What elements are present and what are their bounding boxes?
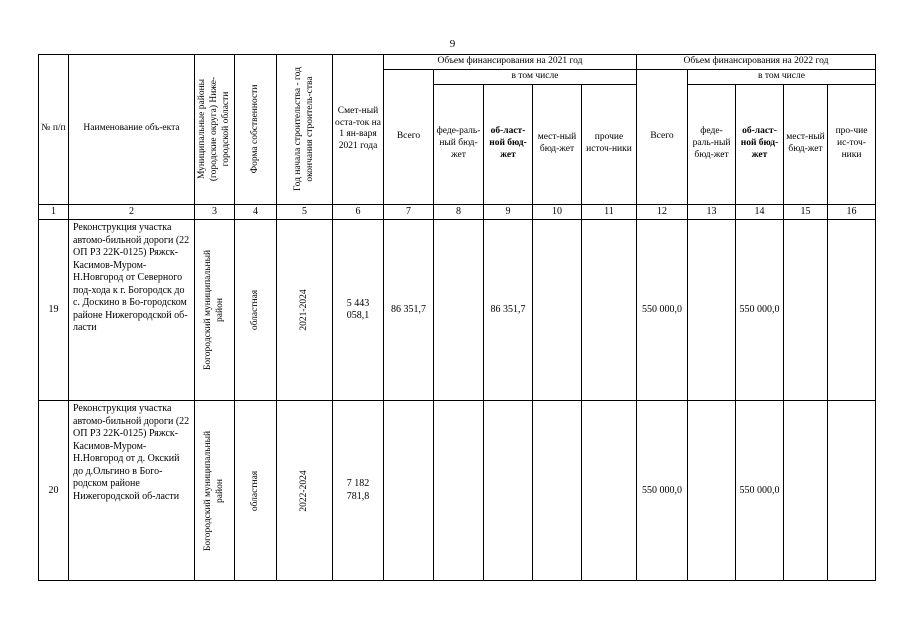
- district-cell: [195, 401, 235, 581]
- page-number: 9: [449, 38, 456, 50]
- other-2022-value: [828, 401, 876, 581]
- local-2022-value: [784, 220, 828, 401]
- other-2021-value: [582, 401, 637, 581]
- row-num: 20: [39, 401, 69, 581]
- ownership-text: областная: [249, 290, 260, 331]
- index-cell: 3: [195, 204, 235, 220]
- index-cell: 8: [434, 204, 484, 220]
- index-cell: 4: [235, 204, 277, 220]
- header-regional-2022: об-ласт-ной бюд-жет: [736, 84, 784, 204]
- header-fin-2022: Объем финансирования на 2022 год: [637, 55, 876, 70]
- regional-2022-value: 550 000,0: [736, 401, 784, 581]
- index-cell: 1: [39, 204, 69, 220]
- ownership-cell: [235, 220, 277, 401]
- header-num: № п/п: [39, 55, 69, 205]
- header-federal-2022: феде-раль-ный бюд-жет: [688, 84, 736, 204]
- federal-2022-value: [688, 401, 736, 581]
- total-2022-value: 550 000,0: [637, 401, 688, 581]
- financing-table: [38, 54, 876, 581]
- index-cell: 9: [484, 204, 533, 220]
- local-2021-value: [533, 401, 582, 581]
- header-total-2021: Всего: [384, 69, 434, 204]
- years-cell: [277, 220, 333, 401]
- district-text: Богородский муниципальный район: [202, 250, 225, 371]
- header-total-2022: Всего: [637, 69, 688, 204]
- federal-2021-value: [434, 220, 484, 401]
- index-cell: 10: [533, 204, 582, 220]
- remainder-value: 5 443 058,1: [333, 220, 384, 401]
- object-name: Реконструкция участка автомо-бильной дороги (22 ОП РЗ 22К-0125) Ряжск-Касимов-Муром-Н.Новгород от Северного под-хода к г. Богородск до с. Доскино в Бо-городском районе Нижегородской об-ласти: [69, 220, 195, 401]
- index-cell: 11: [582, 204, 637, 220]
- district-cell: [195, 220, 235, 401]
- index-cell: 6: [333, 204, 384, 220]
- total-2021-value: [384, 401, 434, 581]
- regional-2021-value: 86 351,7: [484, 220, 533, 401]
- remainder-value: 7 182 781,8: [333, 401, 384, 581]
- header-fin-2021: Объем финансирования на 2021 год: [384, 55, 637, 70]
- object-name: Реконструкция участка автомо-бильной дороги (22 ОП РЗ 22К-0125) Ряжск-Касимов-Муром-Н.Новгород от д. Окский до д.Ольгино в Бого-родском районе Нижегородской об-ласти: [69, 401, 195, 581]
- header-object-name: Наименование объ-екта: [69, 55, 195, 205]
- header-incl-2022: в том числе: [688, 69, 876, 84]
- ownership-text: областная: [249, 470, 260, 511]
- district-text: Богородский муниципальный район: [202, 430, 225, 551]
- header-local-2022: мест-ный бюд-жет: [784, 84, 828, 204]
- index-cell: 13: [688, 204, 736, 220]
- header-local-2021: мест-ный бюд-жет: [533, 84, 582, 204]
- table-row: [39, 401, 876, 581]
- years-text: 2021-2024: [298, 289, 309, 331]
- row-num: 19: [39, 220, 69, 401]
- index-cell: 2: [69, 204, 195, 220]
- header-years-text: Год начала строительства - год окончания строитель-ства: [292, 67, 315, 192]
- index-cell: 15: [784, 204, 828, 220]
- local-2022-value: [784, 401, 828, 581]
- header-districts-text: Муниципальные районы (городские округа) Ниже-городской области: [196, 77, 231, 182]
- ownership-cell: [235, 401, 277, 581]
- header-other-2022: про-чие ис-точ-ники: [828, 84, 876, 204]
- other-2022-value: [828, 220, 876, 401]
- header-districts: [195, 55, 235, 205]
- header-incl-2021: в том числе: [434, 69, 637, 84]
- federal-2022-value: [688, 220, 736, 401]
- header-ownership-text: Форма собственности: [249, 84, 260, 174]
- header-federal-2021: феде-раль-ный бюд-жет: [434, 84, 484, 204]
- header-ownership: [235, 55, 277, 205]
- total-2021-value: 86 351,7: [384, 220, 434, 401]
- index-cell: 5: [277, 204, 333, 220]
- header-other-2021: прочие источ-ники: [582, 84, 637, 204]
- index-cell: 12: [637, 204, 688, 220]
- federal-2021-value: [434, 401, 484, 581]
- index-cell: 14: [736, 204, 784, 220]
- header-years: [277, 55, 333, 205]
- index-cell: 16: [828, 204, 876, 220]
- local-2021-value: [533, 220, 582, 401]
- column-index-row: [39, 204, 876, 220]
- header-remainder: Смет-ный оста-ток на 1 ян-варя 2021 года: [333, 55, 384, 205]
- index-cell: 7: [384, 204, 434, 220]
- regional-2022-value: 550 000,0: [736, 220, 784, 401]
- header-regional-2021: об-ласт-ной бюд-жет: [484, 84, 533, 204]
- regional-2021-value: [484, 401, 533, 581]
- other-2021-value: [582, 220, 637, 401]
- years-cell: [277, 401, 333, 581]
- table-row: [39, 220, 876, 401]
- total-2022-value: 550 000,0: [637, 220, 688, 401]
- years-text: 2022-2024: [298, 470, 309, 512]
